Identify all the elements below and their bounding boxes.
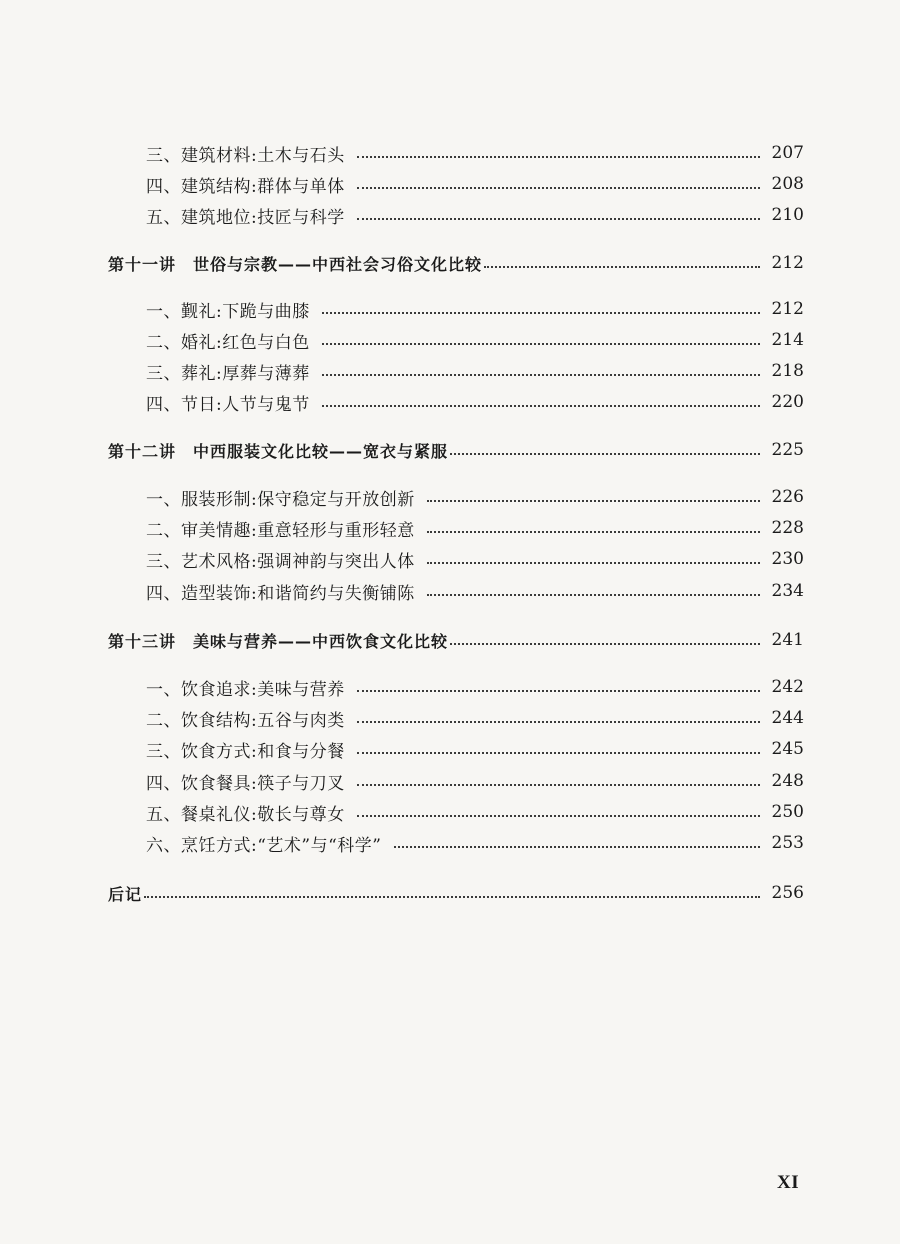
dot-leader (450, 453, 760, 455)
toc-entry-page: 250 (771, 802, 804, 822)
page-number: XI (777, 1172, 800, 1193)
toc-chapter-title: 第十三讲 美味与营养——中西饮食文化比较 (108, 631, 449, 651)
dot-leader (394, 846, 761, 848)
dot-leader (144, 896, 760, 898)
dot-leader (357, 187, 760, 189)
toc-entry-title: 四、建筑结构:群体与单体 (146, 176, 345, 197)
dot-leader (357, 815, 760, 817)
toc-entry[interactable] (108, 325, 804, 355)
toc-entry-page: 253 (771, 833, 804, 853)
toc-entry[interactable] (108, 387, 804, 417)
toc-entry-title: 一、饮食追求:美味与营养 (146, 679, 345, 700)
toc-entry[interactable] (108, 672, 804, 702)
table-of-contents (108, 0, 804, 1244)
toc-entry[interactable] (108, 200, 804, 230)
toc-entry[interactable] (108, 294, 804, 324)
toc-entry[interactable] (108, 703, 804, 733)
toc-entry-page: 218 (771, 361, 804, 381)
toc-entry-page: 244 (771, 708, 804, 728)
toc-entry-title: 二、饮食结构:五谷与肉类 (146, 710, 345, 731)
toc-entry[interactable] (108, 513, 804, 543)
dot-leader (427, 531, 760, 533)
toc-entry-page: 248 (771, 771, 804, 791)
toc-entry-page: 207 (771, 143, 804, 163)
toc-entry-page: 210 (771, 205, 804, 225)
toc-entry-title: 三、葬礼:厚葬与薄葬 (146, 363, 310, 384)
toc-entry[interactable] (108, 138, 804, 168)
toc-entry[interactable] (108, 734, 804, 764)
toc-entry-page: 226 (771, 487, 804, 507)
toc-entry[interactable] (108, 576, 804, 606)
toc-entry[interactable] (108, 544, 804, 574)
dot-leader (427, 500, 760, 502)
toc-entry-title: 一、觐礼:下跪与曲膝 (146, 301, 310, 322)
toc-entry[interactable] (108, 169, 804, 199)
toc-entry-page: 242 (771, 677, 804, 697)
toc-chapter-entry[interactable] (108, 878, 804, 908)
toc-chapter-title: 第十二讲 中西服装文化比较——宽衣与紧服 (108, 441, 449, 461)
toc-entry-title: 三、建筑材料:土木与石头 (146, 145, 345, 166)
toc-entry-title: 五、餐桌礼仪:敬长与尊女 (146, 804, 345, 825)
dot-leader (450, 643, 760, 645)
dot-leader (357, 218, 760, 220)
toc-entry-page: 228 (771, 518, 804, 538)
toc-entry-page: 208 (771, 174, 804, 194)
toc-entry-title: 四、造型装饰:和谐简约与失衡铺陈 (146, 583, 415, 604)
dot-leader (357, 784, 760, 786)
dot-leader (322, 343, 760, 345)
dot-leader (484, 266, 760, 268)
toc-entry-page: 212 (771, 299, 804, 319)
toc-entry[interactable] (108, 828, 804, 858)
dot-leader (322, 312, 760, 314)
dot-leader (357, 752, 760, 754)
toc-entry-title: 四、饮食餐具:筷子与刀叉 (146, 773, 345, 794)
toc-entry-title: 四、节日:人节与鬼节 (146, 394, 310, 415)
toc-entry-title: 五、建筑地位:技匠与科学 (146, 207, 345, 228)
toc-entry-page: 230 (771, 549, 804, 569)
dot-leader (357, 156, 760, 158)
toc-chapter-entry[interactable] (108, 435, 804, 465)
toc-entry[interactable] (108, 766, 804, 796)
toc-entry-page: 234 (771, 581, 804, 601)
toc-entry-page: 214 (771, 330, 804, 350)
toc-entry-title: 二、婚礼:红色与白色 (146, 332, 310, 353)
toc-chapter-title: 第十一讲 世俗与宗教——中西社会习俗文化比较 (108, 254, 483, 274)
dot-leader (322, 405, 760, 407)
toc-entry[interactable] (108, 482, 804, 512)
dot-leader (427, 594, 760, 596)
toc-entry[interactable] (108, 797, 804, 827)
toc-entry-title: 一、服装形制:保守稳定与开放创新 (146, 489, 415, 510)
dot-leader (357, 690, 760, 692)
toc-entry-title: 六、烹饪方式:“艺术”与“科学” (146, 835, 382, 856)
toc-entry-page: 241 (771, 630, 804, 650)
toc-chapter-title: 后记 (108, 884, 143, 904)
toc-entry-title: 三、艺术风格:强调神韵与突出人体 (146, 551, 415, 572)
dot-leader (357, 721, 760, 723)
toc-entry-page: 212 (771, 253, 804, 273)
toc-entry-page: 225 (771, 440, 804, 460)
toc-entry-title: 三、饮食方式:和食与分餐 (146, 741, 345, 762)
dot-leader (322, 374, 760, 376)
toc-chapter-entry[interactable] (108, 248, 804, 278)
toc-entry-page: 256 (771, 883, 804, 903)
toc-entry[interactable] (108, 356, 804, 386)
toc-entry-page: 245 (771, 739, 804, 759)
toc-entry-title: 二、审美情趣:重意轻形与重形轻意 (146, 520, 415, 541)
toc-chapter-entry[interactable] (108, 625, 804, 655)
dot-leader (427, 562, 760, 564)
toc-entry-page: 220 (771, 392, 804, 412)
